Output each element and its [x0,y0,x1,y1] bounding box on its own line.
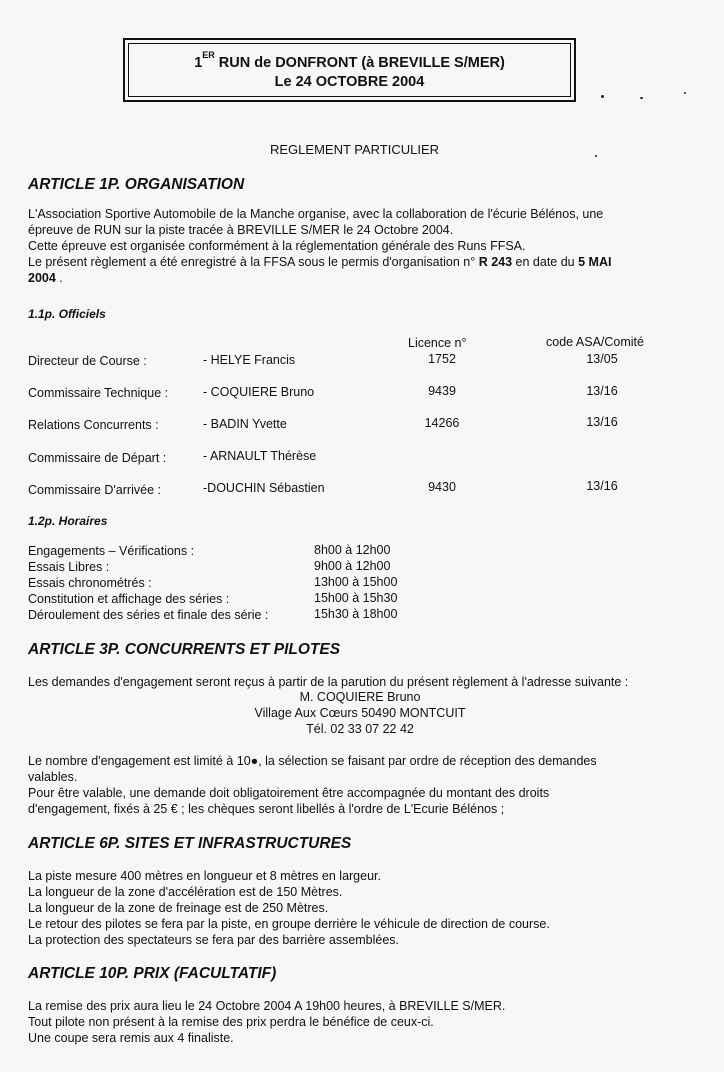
article-3-intro: Les demandes d'engagement seront reçus à partir de la parution du présent règlement à l'adresse suivante : [28,675,629,689]
article-1-line: Le présent règlement a été enregistré à la FFSA sous le permis d'organisation n° R 243 en date du 5 MAI [28,255,612,269]
schedule-time: 13h00 à 15h00 [314,575,398,589]
title-superscript: ER [202,49,215,60]
scan-speck [640,97,643,99]
article-10-line: Tout pilote non présent à la remise des prix perdra le bénéfice de ceux-ci. [28,1015,434,1029]
official-licence: 9439 [428,384,456,398]
official-code: 13/16 [586,415,618,429]
permit-date: 5 MAI [578,255,612,269]
schedule-label: Essais Libres : [28,560,110,574]
article-6-heading: ARTICLE 6P. SITES ET INFRASTRUCTURES [28,835,352,852]
schedule-time: 15h30 à 18h00 [314,607,398,621]
address-line: M. COQUIERE Bruno [299,690,421,704]
scan-speck [601,95,604,98]
article-10-line: La remise des prix aura lieu le 24 Octobre 2004 A 19h00 heures, à BREVILLE S/MER. [28,999,506,1013]
schedule-label: Essais chronométrés : [28,576,152,590]
official-name: - COQUIERE Bruno [203,385,315,399]
address-line: Tél. 02 33 07 22 42 [306,722,414,736]
title-box [123,38,576,102]
article-1-line: L'Association Sportive Automobile de la Manche organise, avec la collaboration de l'écurie Bélénos, une [28,207,604,221]
article-3-line: valables. [28,770,78,784]
article-10-heading: ARTICLE 10P. PRIX (FACULTATIF) [28,965,277,982]
official-role: Directeur de Course : [28,354,147,368]
column-header-licence: Licence n° [408,336,467,350]
schedule-heading: 1.2p. Horaires [28,514,108,528]
address-line: Village Aux Cœurs 50490 MONTCUIT [254,706,466,720]
title-line-1: 1ER RUN de DONFRONT (à BREVILLE S/MER) [194,49,505,71]
official-role: Relations Concurrents : [28,418,159,432]
article-3-line: d'engagement, fixés à 25 € ; les chèques seront libellés à l'ordre de L'Ecurie Bélénos ; [28,802,505,816]
article-1-heading: ARTICLE 1P. ORGANISATION [28,176,245,193]
official-role: Commissaire Technique : [28,386,169,400]
schedule-time: 9h00 à 12h00 [314,559,391,573]
official-licence: 9430 [428,480,456,494]
article-3-line: Pour être valable, une demande doit obligatoirement être accompagnée du montant des droits [28,786,550,800]
official-code: 13/16 [586,384,618,398]
article-6-line: Le retour des pilotes se fera par la piste, en groupe derrière le véhicule de direction de course. [28,917,550,931]
schedule-time: 15h00 à 15h30 [314,591,398,605]
schedule-label: Constitution et affichage des séries : [28,592,230,606]
officials-heading: 1.1p. Officiels [28,307,106,321]
article-6-line: La piste mesure 400 mètres en longueur et 8 mètres en largeur. [28,869,381,883]
official-name: -DOUCHIN Sébastien [203,481,325,495]
permit-number: R 243 [478,255,513,269]
official-name: - BADIN Yvette [203,417,287,431]
schedule-label: Déroulement des séries et finale des série : [28,608,269,622]
article-3-line: Le nombre d'engagement est limité à 10●, la sélection se faisant par ordre de réception des demandes [28,754,597,768]
official-code: 13/05 [586,352,618,366]
column-header-code: code ASA/Comité [546,335,644,349]
official-role: Commissaire de Départ : [28,451,167,465]
scan-speck [684,92,686,94]
article-6-line: La longueur de la zone d'accélération est de 150 Mètres. [28,885,343,899]
official-role: Commissaire D'arrivée : [28,483,161,497]
schedule-time: 8h00 à 12h00 [314,543,391,557]
schedule-label: Engagements – Vérifications : [28,544,195,558]
official-licence: 1752 [428,352,456,366]
article-1-line: Cette épreuve est organisée conformément à la réglementation générale des Runs FFSA. [28,239,526,253]
official-code: 13/16 [586,479,618,493]
article-1-line: épreuve de RUN sur la piste tracée à BREVILLE S/MER le 24 Octobre 2004. [28,223,454,237]
article-1-line: 2004 . [28,271,63,285]
scan-speck [595,155,597,157]
official-name: - ARNAULT Thérèse [203,449,317,463]
article-6-line: La protection des spectateurs se fera par des barrière assemblées. [28,933,400,947]
document-subtitle: REGLEMENT PARTICULIER [270,142,440,157]
article-10-line: Une coupe sera remis aux 4 finaliste. [28,1031,234,1045]
article-3-heading: ARTICLE 3P. CONCURRENTS ET PILOTES [28,641,341,658]
title-line-2: Le 24 OCTOBRE 2004 [274,74,425,91]
article-6-line: La longueur de la zone de freinage est de 250 Mètres. [28,901,329,915]
official-name: - HELYE Francis [203,353,296,367]
official-licence: 14266 [424,416,460,430]
